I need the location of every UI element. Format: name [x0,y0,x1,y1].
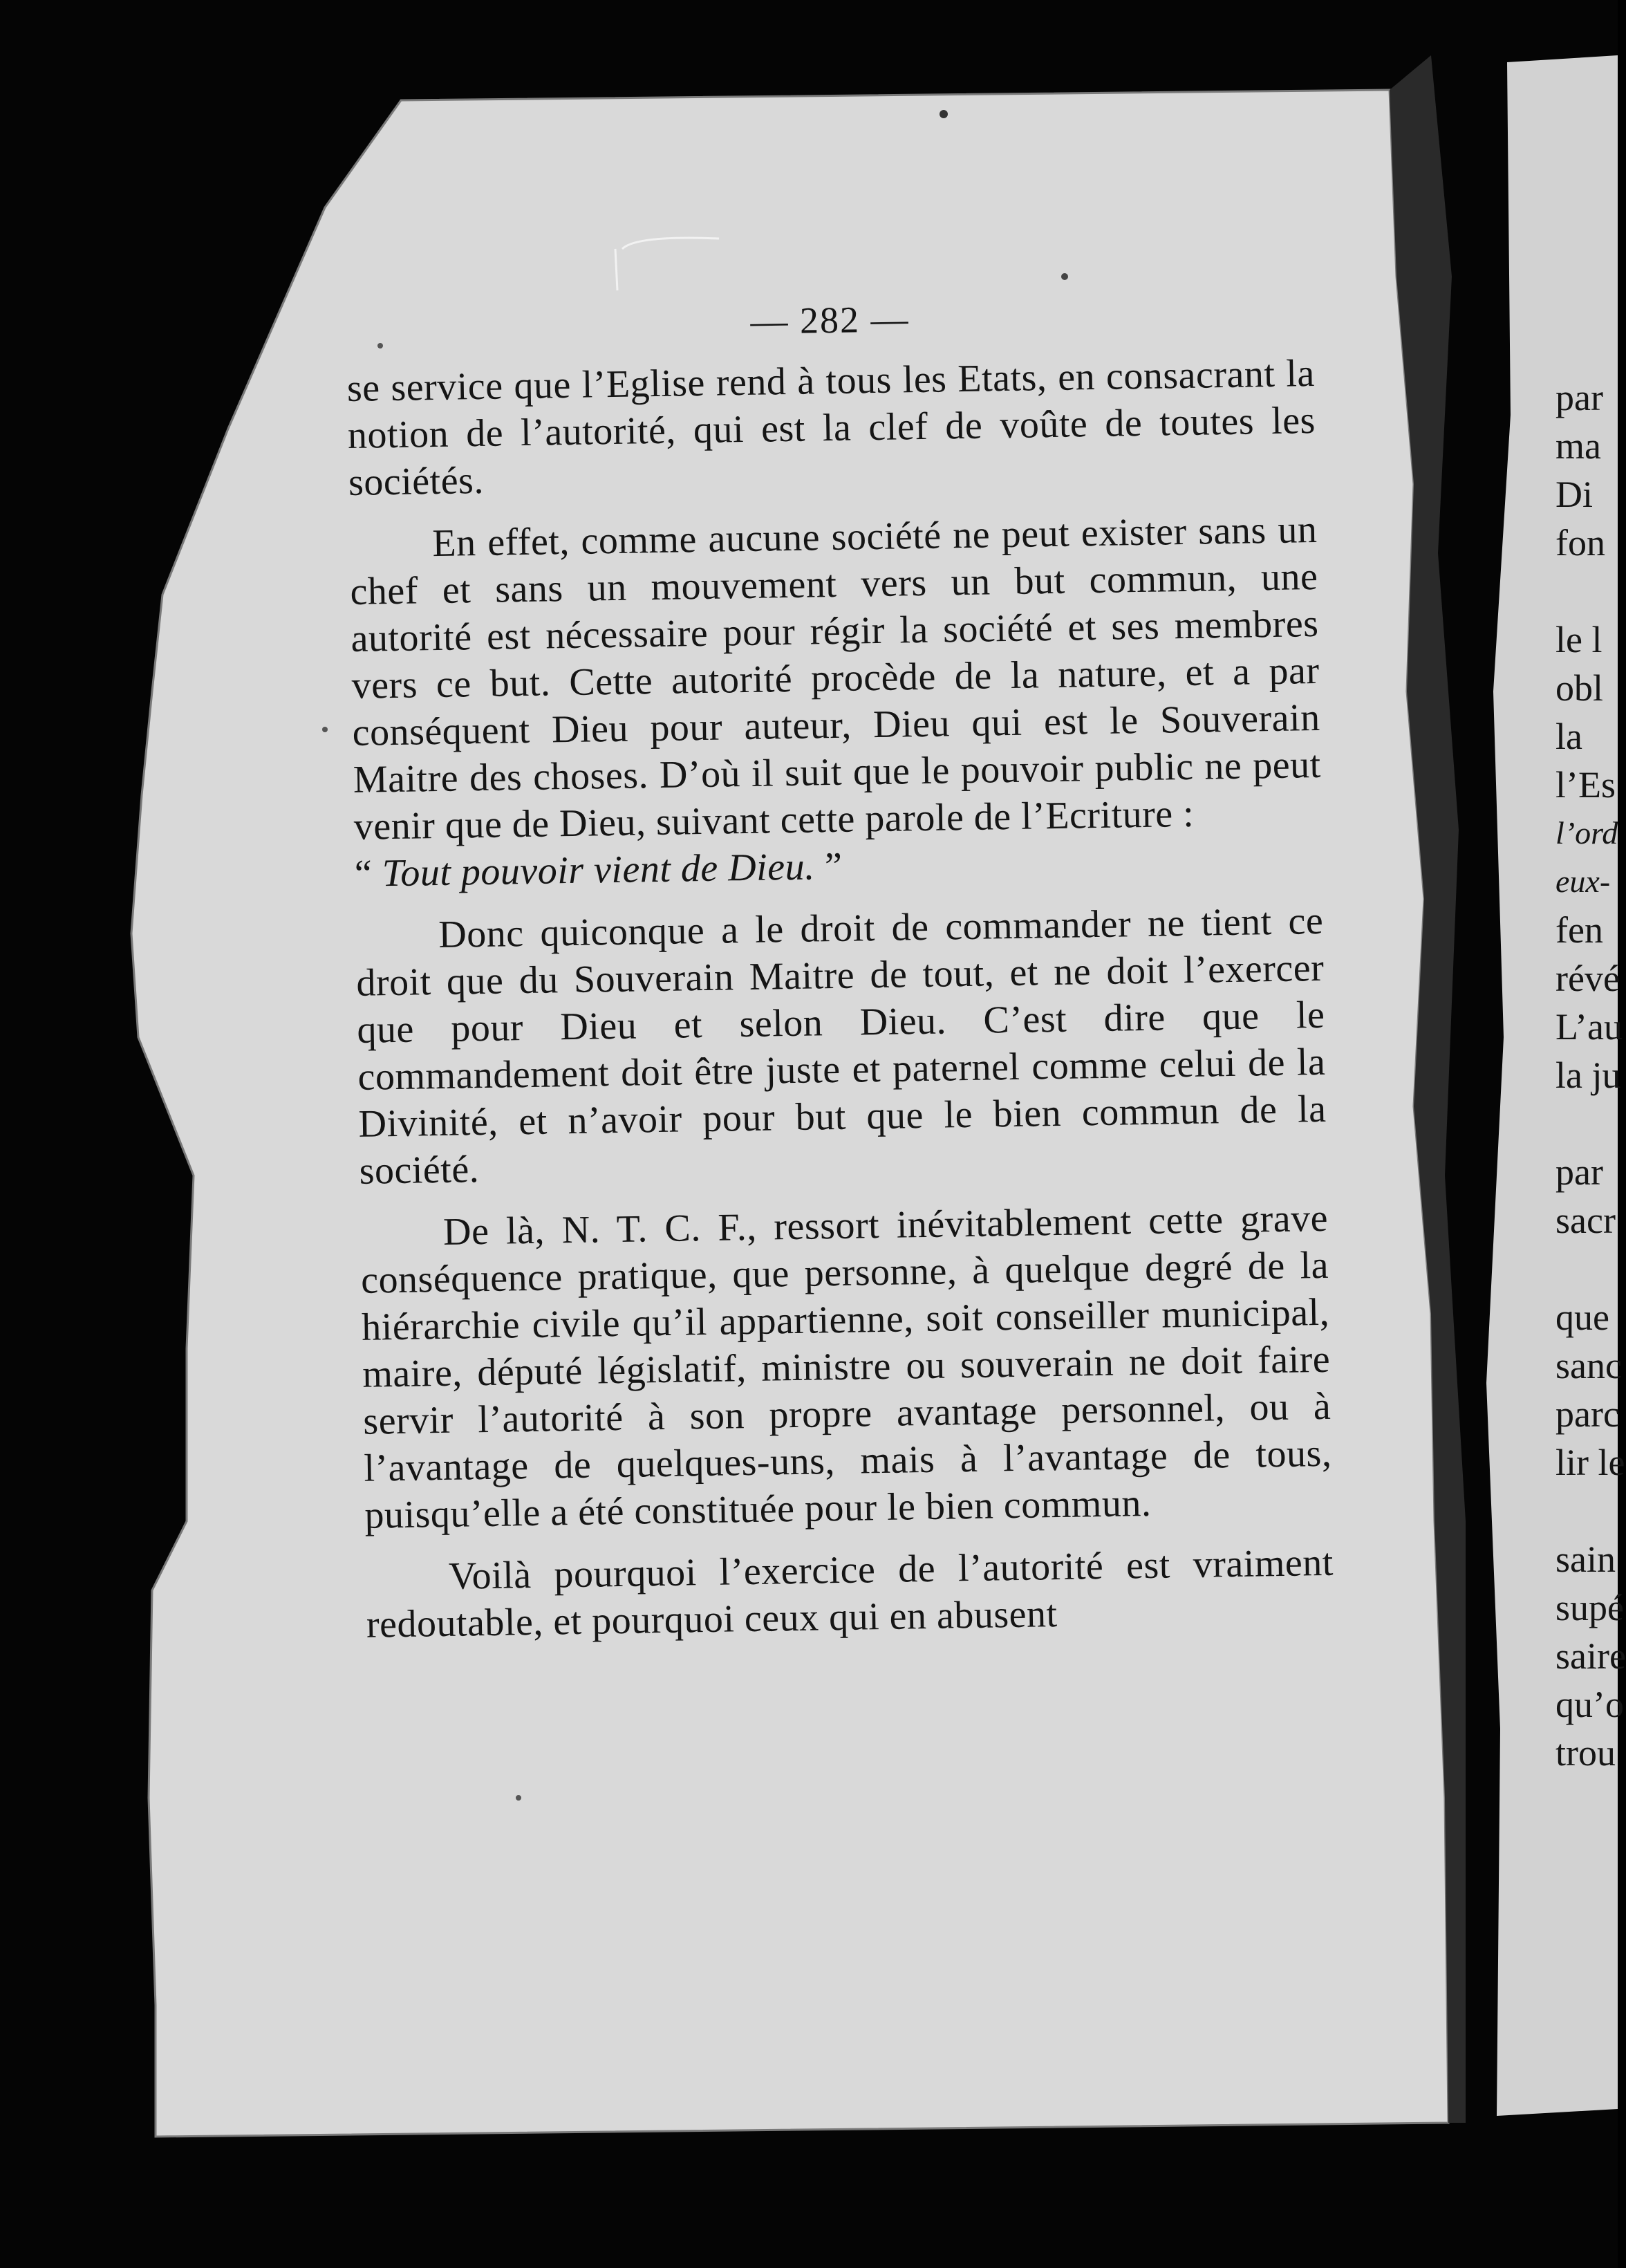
fragment-line: saire [1555,1635,1626,1677]
fragment-line: la ju [1555,1054,1621,1096]
fragment-line: trou [1555,1732,1616,1774]
fragment-line: révé [1555,958,1620,999]
fragment-line: parc [1555,1393,1620,1435]
quote-close-mark: ” [824,844,843,889]
quote-open-mark: “ [354,852,373,895]
fragment-line: fon [1555,522,1605,564]
right-page-fragment [1555,373,1626,1777]
paragraph-4: De là, N. T. C. F., ressort inévitablement cette grave conséquence pratique, que personne, à quelque degré de la hiérarchie civile qu’il appartienne, soit conseiller municipal, maire, député législatif, ministre ou souverain ne doit faire servir l’autorité à son propre avantage personnel, ou à l’avantage de quelques-uns, mais à l’avantage de tous, puisqu’elle a été constituée pour le bien commun. [360,1196,1332,1537]
fragment-line: sanc [1555,1345,1622,1386]
fragment-line: obl [1555,667,1604,709]
page-number: — 282 — [749,298,910,342]
page-text-block [346,289,1335,1664]
fragment-line: par [1555,1151,1603,1193]
paragraph-1: se service que l’Eglise rend à tous les Etats, en consacrant la notion de l’autorité, qui est la clef de voûte de toutes les sociétés. [346,351,1316,504]
fragment-line: par [1555,377,1603,418]
fragment-line: la [1555,716,1582,757]
paragraph-3: Donc quiconque a le droit de commander ne tient ce droit que du Souverain Maitre de tout, et ne doit l’exercer que pour Dieu et selon Dieu. C’est dire que le commandement doit être juste et paternel comme celui de la Divinité, et n’avoir pour but que le bien commun de la société. [355,899,1327,1193]
fragment-line: sain [1555,1539,1616,1580]
fragment-line: qu’o [1555,1684,1624,1725]
fragment-line: sacr [1555,1200,1616,1241]
fragment-line: fen [1555,909,1603,951]
fragment-line: Di [1555,474,1593,515]
fragment-line: le l [1555,619,1602,660]
quote-text: Tout pouvoir vient de Dieu. [382,845,816,895]
fragment-line: supé [1555,1587,1624,1628]
fragment-line: que [1555,1296,1609,1338]
fragment-line: l’Es [1555,764,1616,806]
paragraph-5: Voilà pourquoi l’exercice de l’autorité est vraiment redoutable, et pourquoi ceux qui en abusent [366,1541,1334,1646]
fragment-line: l’ord [1555,815,1618,850]
paragraph-2-text: En effet, comme aucune société ne peut exister sans un chef et sans un mouvement vers un but commun, une autorité est nécessaire pour régir la société et ses membres vers ce but. Cette autorité procède de la nature, et a par conséquent Dieu pour auteur, Dieu qui est le Souverain Maitre des choses. D’où il suit que le pouvoir public ne peut venir que de Dieu, suivant cette parole de l’Ecriture : [350,508,1322,848]
paragraph-2 [349,506,1323,898]
fragment-line: ma [1555,425,1601,467]
fragment-line: L’au [1555,1006,1623,1048]
fragment-line: lir le [1555,1442,1625,1483]
fragment-line: eux- [1555,864,1611,899]
